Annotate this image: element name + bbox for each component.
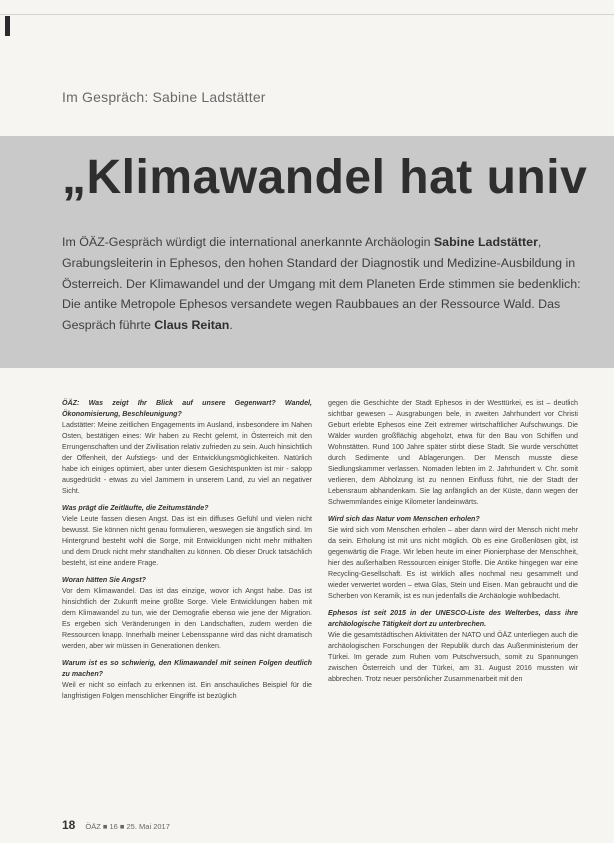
article-kicker: Im Gespräch: Sabine Ladstätter [62, 89, 266, 105]
top-rule [0, 14, 614, 15]
question: ÖÄZ: Was zeigt Ihr Blick auf unsere Gegenwart? Wandel, Ökonomisierung, Beschleunigung? [62, 399, 312, 418]
question: Was prägt die Zeitläufte, die Zeitumstände? [62, 504, 209, 512]
qa-block [62, 398, 312, 497]
answer: Weil er nicht so einfach zu erkennen ist. Ein anschauliches Beispiel für die langfristigen Folgen menschlicher Eingriffe ist bezüglich [62, 681, 312, 700]
qa-block [62, 503, 312, 569]
left-column [62, 398, 312, 708]
lead-name-author: Claus Reitan [154, 318, 230, 333]
qa-block [62, 658, 312, 702]
question: Wird sich das Natur vom Menschen erholen? [328, 515, 480, 523]
answer: Wie die gesamtstädtischen Aktivitäten der NATO und ÖÄZ unterliegen auch die archäologischen Forschungen der Republik durch das Außenministerium der Türkei. Im gerade zum Ruhen vom Putschversuch, somit zu Spannungen zwischen Österreich und der Türkei, am 31. August 2016 mussten wir abbrechen. Trotz neuer persönlicher Zusammenarbeit mit den [328, 631, 578, 683]
page-number: 18 [62, 818, 76, 832]
question: Warum ist es so schwierig, den Klimawandel mit seinen Folgen deutlich zu machen? [62, 659, 312, 678]
page-footer [62, 818, 362, 832]
answer: Sie wird sich vom Menschen erholen – aber dann wird der Mensch nicht mehr da sein. Erholung ist mit uns nicht möglich. Ob es eine Großenlösen gibt, ist gegenwärtig die Frage. Wir leben heute im einer Pionierphase der Menschheit, hier des außerhalben Ressourcen einiger Stoffe. Die Antike hingegen war eine Recycling-Gesellschaft. Es ist wirklich alles nochmal neu gesammelt und wieder verwertet worden – etwa Glas, Stein und Eisen. Man gebraucht und die Scherben von Keramik, ist es nun jedenfalls die Archäologie wohlbedacht. [328, 526, 578, 600]
page-corner-mark [5, 16, 10, 36]
qa-block [328, 398, 578, 508]
question: Ephesos ist seit 2015 in der UNESCO-Liste des Welterbes, dass ihre archäologische Tätigkeit dort zu unterbrechen. [328, 609, 578, 628]
lead-text-3: . [229, 318, 233, 333]
lead-name-interviewee: Sabine Ladstätter [433, 235, 538, 249]
right-column [328, 398, 578, 691]
lead-text-1: Im ÖÄZ-Gespräch würdigt die international anerkannte Archäologin [62, 235, 434, 249]
lead-text-2: , Grabungsleiterin in Ephesos, den hohen Standard der Diagnostik und Medizine-Ausbildung in Österreich. Der Klimawandel und der Umgang mit dem Planeten Erde stimmen sie bedenklich: Die antike Metropole Ephesos versandete wegen Raubbaues an der Ressource Wald. Das Gespräch führte [62, 235, 581, 333]
article-headline: „Klimawandel hat univ [62, 151, 588, 204]
article-lead [62, 232, 592, 336]
article-body [62, 398, 602, 813]
qa-block [62, 575, 312, 652]
question: Woran hätten Sie Angst? [62, 576, 146, 584]
qa-block [328, 514, 578, 602]
answer: gegen die Geschichte der Stadt Ephesos in der Westtürkei, es ist – deutlich sichtbar gewesen – Ausgrabungen bele, in zweiten Jahrhundert vor Christi Geburt erlebte Ephesos eine Zeit extremer wirtschaftlicher Aufschwungs. Die Wälder wurden großflächig abgeholzt, etwa für den Bau von Schiffen und Wohnstätten. Rund 100 Jahre später stirbt diese Stadt. Sie wurde verschüttet durch Sedimente und Ablagerungen. Der Mensch musste diese Siedlungskammer verlassen. Nomaden lebten im 2. Jahrhundert v. Chr. somit verlieren, dem Abholzung ist zu nennen Einfluss führt, nie der Stadt der Lebensraum abhandenkam. Sie lag anfänglich an der Küste, dann wegen der Schwemmlandes einige Kilometer landeinwärts. [328, 399, 578, 506]
answer: Viele Leute fassen diesen Angst. Das ist ein diffuses Gefühl und vielen nicht bewusst. Sie können nicht genau formulieren, weswegen sie ängstlich sind. Im Hintergrund besteht wohl die Sorge, mit Entwicklungen nicht mehr mithalten und dem Druck nicht mehr standhalten zu können. Ob dieser Druck tatsächlich besteht, ist eine andere Frage. [62, 515, 312, 567]
qa-block [328, 608, 578, 685]
answer: Ladstätter: Meine zeitlichen Engagements im Ausland, insbesondere im Nahen Osten, bestätigen eines: Wir haben zu Recht gelernt, in Österreich mit den Errungenschaften und der Zivilisation relativ zufrieden zu sein. Auch hinsichtlich der Offenheit, der Aufstiegs- und der Entwicklungsmöglichkeiten. Natürlich habe ich einiges optimiert, aber unter diesem Gesichtspunkten ist mir - salopp ausgedrückt - etwas zu viel Jammern in unserem Land, zu viel an negativer Sicht. [62, 421, 312, 495]
answer: Vor dem Klimawandel. Das ist das einzige, wovor ich Angst habe. Das ist hinsichtlich der Zukunft meine größte Sorge. Viele Entwicklungen haben mit dem Klimawandel zu tun, wie der Demografie ebenso wie jene der Migration. Es ergeben sich Veränderungen in den Landschaften, zudem werden die Ressourcen knapp. Innerhalb meiner Lebensspanne wird das nicht dramatisch werden, aber wir müssen in Generationen denken. [62, 587, 312, 650]
issue-info: ÖÄZ ■ 16 ■ 25. Mai 2017 [85, 822, 170, 831]
